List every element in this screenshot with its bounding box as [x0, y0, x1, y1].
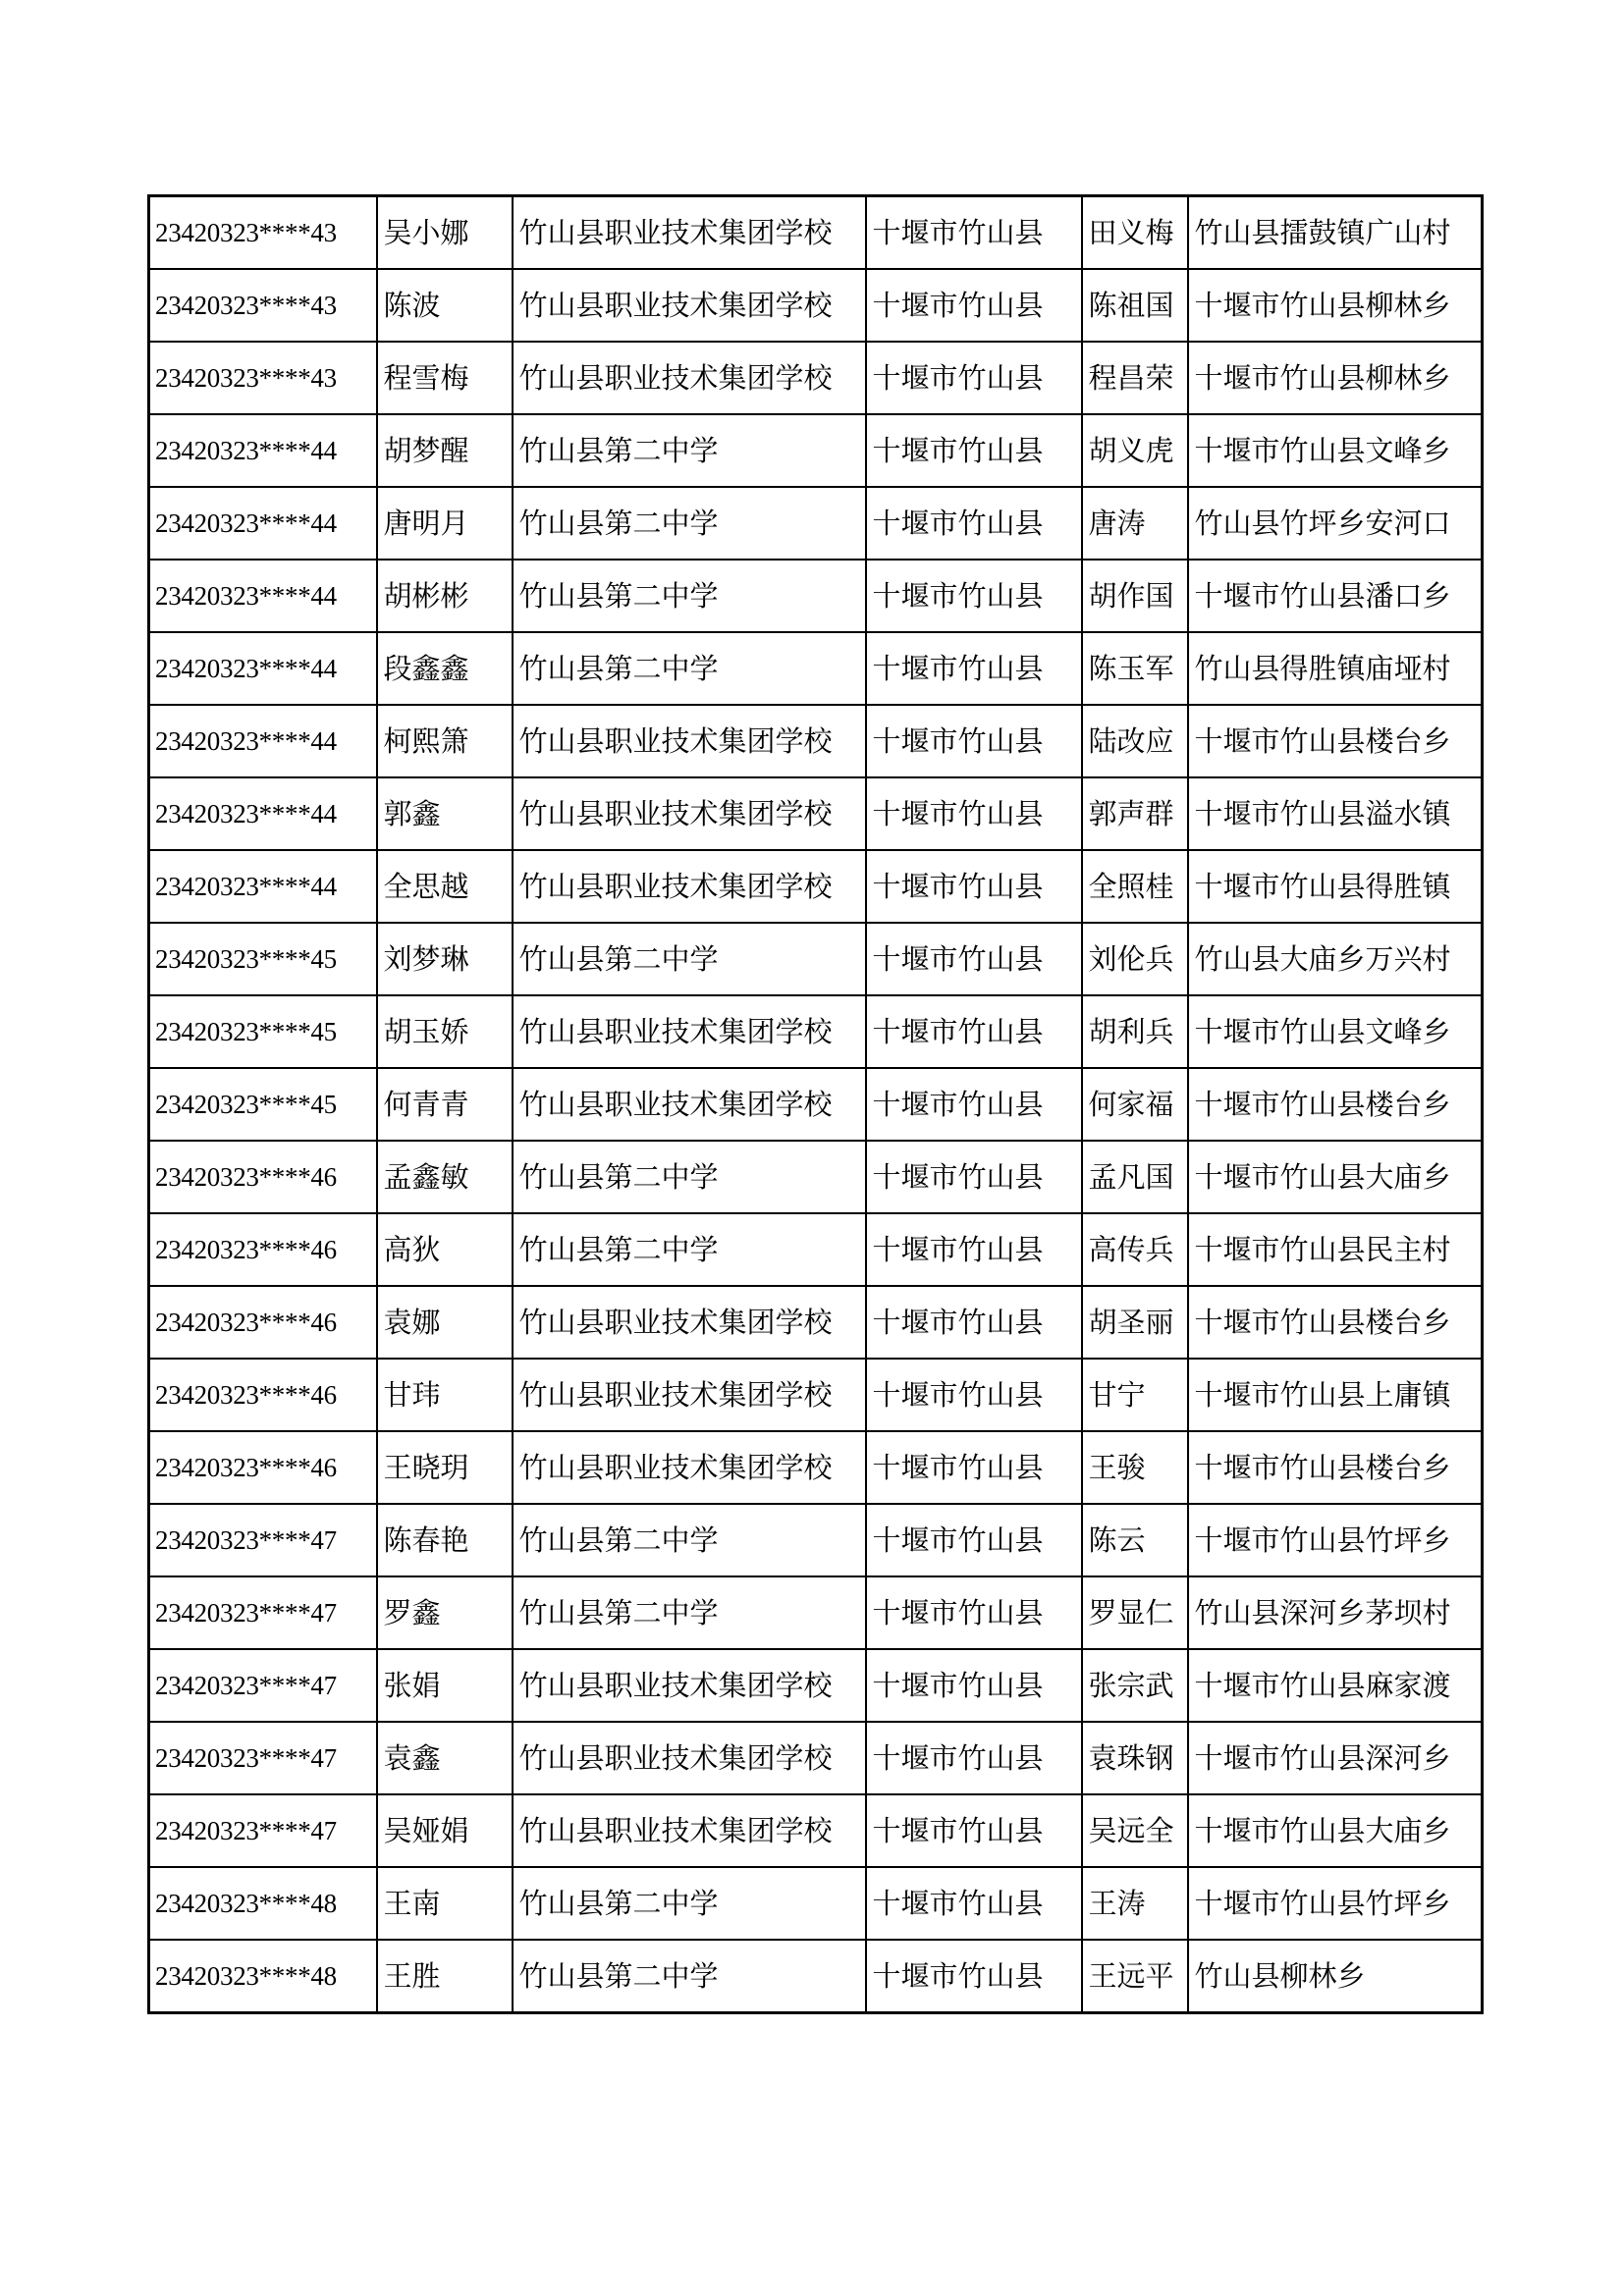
table-row [149, 1359, 1483, 1431]
school-cell: 竹山县第二中学 [513, 1141, 866, 1213]
region-cell: 十堰市竹山县 [866, 560, 1082, 632]
address-cell: 十堰市竹山县文峰乡 [1188, 414, 1483, 487]
student-name-cell: 胡玉娇 [377, 995, 513, 1068]
address-cell: 十堰市竹山县大庙乡 [1188, 1794, 1483, 1867]
student-id-cell: 23420323****43 [149, 196, 377, 270]
guardian-name-cell: 刘伦兵 [1082, 923, 1188, 995]
guardian-name-cell: 王涛 [1082, 1867, 1188, 1940]
guardian-name-cell: 高传兵 [1082, 1213, 1188, 1286]
table-row [149, 850, 1483, 923]
table-row [149, 1940, 1483, 2013]
student-id-cell: 23420323****44 [149, 777, 377, 850]
student-id-cell: 23420323****43 [149, 269, 377, 342]
table-row [149, 269, 1483, 342]
address-cell: 竹山县擂鼓镇广山村 [1188, 196, 1483, 270]
region-cell: 十堰市竹山县 [866, 1794, 1082, 1867]
address-cell: 十堰市竹山县文峰乡 [1188, 995, 1483, 1068]
school-cell: 竹山县职业技术集团学校 [513, 1359, 866, 1431]
school-cell: 竹山县第二中学 [513, 414, 866, 487]
address-cell: 十堰市竹山县楼台乡 [1188, 1431, 1483, 1504]
student-id-cell: 23420323****44 [149, 560, 377, 632]
table-row [149, 1867, 1483, 1940]
guardian-name-cell: 张宗武 [1082, 1649, 1188, 1722]
guardian-name-cell: 何家福 [1082, 1068, 1188, 1141]
student-id-cell: 23420323****46 [149, 1286, 377, 1359]
address-cell: 十堰市竹山县楼台乡 [1188, 1286, 1483, 1359]
student-id-cell: 23420323****47 [149, 1722, 377, 1794]
student-id-cell: 23420323****46 [149, 1213, 377, 1286]
student-name-cell: 孟鑫敏 [377, 1141, 513, 1213]
guardian-name-cell: 袁珠钢 [1082, 1722, 1188, 1794]
guardian-name-cell: 全照桂 [1082, 850, 1188, 923]
school-cell: 竹山县职业技术集团学校 [513, 1286, 866, 1359]
student-id-cell: 23420323****44 [149, 705, 377, 777]
student-name-cell: 何青青 [377, 1068, 513, 1141]
student-name-cell: 吴娅娟 [377, 1794, 513, 1867]
region-cell: 十堰市竹山县 [866, 632, 1082, 705]
guardian-name-cell: 王远平 [1082, 1940, 1188, 2013]
school-cell: 竹山县职业技术集团学校 [513, 1068, 866, 1141]
guardian-name-cell: 罗显仁 [1082, 1576, 1188, 1649]
address-cell: 竹山县得胜镇庙垭村 [1188, 632, 1483, 705]
student-name-cell: 郭鑫 [377, 777, 513, 850]
region-cell: 十堰市竹山县 [866, 1359, 1082, 1431]
student-name-cell: 吴小娜 [377, 196, 513, 270]
region-cell: 十堰市竹山县 [866, 1431, 1082, 1504]
student-id-cell: 23420323****44 [149, 850, 377, 923]
guardian-name-cell: 田义梅 [1082, 196, 1188, 270]
student-name-cell: 高狄 [377, 1213, 513, 1286]
student-name-cell: 段鑫鑫 [377, 632, 513, 705]
student-name-cell: 刘梦琳 [377, 923, 513, 995]
student-name-cell: 陈波 [377, 269, 513, 342]
guardian-name-cell: 陈云 [1082, 1504, 1188, 1576]
school-cell: 竹山县第二中学 [513, 1504, 866, 1576]
region-cell: 十堰市竹山县 [866, 923, 1082, 995]
guardian-name-cell: 胡圣丽 [1082, 1286, 1188, 1359]
school-cell: 竹山县职业技术集团学校 [513, 1649, 866, 1722]
address-cell: 十堰市竹山县深河乡 [1188, 1722, 1483, 1794]
address-cell: 十堰市竹山县得胜镇 [1188, 850, 1483, 923]
school-cell: 竹山县职业技术集团学校 [513, 995, 866, 1068]
student-name-cell: 罗鑫 [377, 1576, 513, 1649]
roster-body [149, 196, 1483, 2013]
region-cell: 十堰市竹山县 [866, 995, 1082, 1068]
region-cell: 十堰市竹山县 [866, 1940, 1082, 2013]
guardian-name-cell: 胡作国 [1082, 560, 1188, 632]
student-name-cell: 袁鑫 [377, 1722, 513, 1794]
region-cell: 十堰市竹山县 [866, 196, 1082, 270]
table-row [149, 1576, 1483, 1649]
region-cell: 十堰市竹山县 [866, 1286, 1082, 1359]
guardian-name-cell: 王骏 [1082, 1431, 1188, 1504]
address-cell: 十堰市竹山县上庸镇 [1188, 1359, 1483, 1431]
school-cell: 竹山县第二中学 [513, 560, 866, 632]
table-row [149, 196, 1483, 270]
table-row [149, 1794, 1483, 1867]
address-cell: 十堰市竹山县竹坪乡 [1188, 1504, 1483, 1576]
student-name-cell: 胡彬彬 [377, 560, 513, 632]
region-cell: 十堰市竹山县 [866, 850, 1082, 923]
table-row [149, 1504, 1483, 1576]
school-cell: 竹山县职业技术集团学校 [513, 1722, 866, 1794]
table-row [149, 1213, 1483, 1286]
address-cell: 竹山县竹坪乡安河口 [1188, 487, 1483, 560]
table-row [149, 487, 1483, 560]
table-row [149, 1286, 1483, 1359]
address-cell: 十堰市竹山县柳林乡 [1188, 269, 1483, 342]
region-cell: 十堰市竹山县 [866, 1141, 1082, 1213]
region-cell: 十堰市竹山县 [866, 1649, 1082, 1722]
guardian-name-cell: 郭声群 [1082, 777, 1188, 850]
school-cell: 竹山县职业技术集团学校 [513, 269, 866, 342]
guardian-name-cell: 程昌荣 [1082, 342, 1188, 414]
guardian-name-cell: 胡利兵 [1082, 995, 1188, 1068]
guardian-name-cell: 陆改应 [1082, 705, 1188, 777]
student-id-cell: 23420323****47 [149, 1794, 377, 1867]
table-row [149, 705, 1483, 777]
table-row [149, 632, 1483, 705]
school-cell: 竹山县职业技术集团学校 [513, 196, 866, 270]
table-row [149, 1431, 1483, 1504]
guardian-name-cell: 唐涛 [1082, 487, 1188, 560]
school-cell: 竹山县第二中学 [513, 1867, 866, 1940]
school-cell: 竹山县职业技术集团学校 [513, 1794, 866, 1867]
student-id-cell: 23420323****45 [149, 995, 377, 1068]
student-name-cell: 甘玮 [377, 1359, 513, 1431]
school-cell: 竹山县第二中学 [513, 1940, 866, 2013]
guardian-name-cell: 陈祖国 [1082, 269, 1188, 342]
address-cell: 十堰市竹山县楼台乡 [1188, 705, 1483, 777]
region-cell: 十堰市竹山县 [866, 342, 1082, 414]
student-name-cell: 柯熙箫 [377, 705, 513, 777]
student-id-cell: 23420323****47 [149, 1504, 377, 1576]
table-row [149, 560, 1483, 632]
table-row [149, 414, 1483, 487]
address-cell: 竹山县柳林乡 [1188, 1940, 1483, 2013]
region-cell: 十堰市竹山县 [866, 1576, 1082, 1649]
address-cell: 十堰市竹山县楼台乡 [1188, 1068, 1483, 1141]
student-id-cell: 23420323****44 [149, 632, 377, 705]
student-id-cell: 23420323****43 [149, 342, 377, 414]
region-cell: 十堰市竹山县 [866, 1722, 1082, 1794]
region-cell: 十堰市竹山县 [866, 1867, 1082, 1940]
guardian-name-cell: 吴远全 [1082, 1794, 1188, 1867]
student-id-cell: 23420323****48 [149, 1867, 377, 1940]
address-cell: 十堰市竹山县溢水镇 [1188, 777, 1483, 850]
table-row [149, 1141, 1483, 1213]
address-cell: 十堰市竹山县民主村 [1188, 1213, 1483, 1286]
student-id-cell: 23420323****45 [149, 923, 377, 995]
region-cell: 十堰市竹山县 [866, 777, 1082, 850]
table-row [149, 1722, 1483, 1794]
school-cell: 竹山县职业技术集团学校 [513, 1431, 866, 1504]
address-cell: 竹山县深河乡茅坝村 [1188, 1576, 1483, 1649]
school-cell: 竹山县职业技术集团学校 [513, 850, 866, 923]
student-id-cell: 23420323****47 [149, 1649, 377, 1722]
student-name-cell: 全思越 [377, 850, 513, 923]
student-roster-table [147, 194, 1484, 2014]
table-row [149, 342, 1483, 414]
student-id-cell: 23420323****44 [149, 414, 377, 487]
address-cell: 竹山县大庙乡万兴村 [1188, 923, 1483, 995]
school-cell: 竹山县第二中学 [513, 1213, 866, 1286]
student-id-cell: 23420323****46 [149, 1359, 377, 1431]
student-name-cell: 胡梦醒 [377, 414, 513, 487]
region-cell: 十堰市竹山县 [866, 1068, 1082, 1141]
region-cell: 十堰市竹山县 [866, 487, 1082, 560]
address-cell: 十堰市竹山县柳林乡 [1188, 342, 1483, 414]
student-id-cell: 23420323****47 [149, 1576, 377, 1649]
table-row [149, 995, 1483, 1068]
student-id-cell: 23420323****46 [149, 1141, 377, 1213]
guardian-name-cell: 陈玉军 [1082, 632, 1188, 705]
school-cell: 竹山县第二中学 [513, 1576, 866, 1649]
student-id-cell: 23420323****44 [149, 487, 377, 560]
table-row [149, 1649, 1483, 1722]
region-cell: 十堰市竹山县 [866, 705, 1082, 777]
address-cell: 十堰市竹山县潘口乡 [1188, 560, 1483, 632]
address-cell: 十堰市竹山县麻家渡 [1188, 1649, 1483, 1722]
region-cell: 十堰市竹山县 [866, 1213, 1082, 1286]
guardian-name-cell: 甘宁 [1082, 1359, 1188, 1431]
student-name-cell: 王胜 [377, 1940, 513, 2013]
region-cell: 十堰市竹山县 [866, 269, 1082, 342]
guardian-name-cell: 孟凡国 [1082, 1141, 1188, 1213]
student-name-cell: 陈春艳 [377, 1504, 513, 1576]
student-name-cell: 王南 [377, 1867, 513, 1940]
student-name-cell: 程雪梅 [377, 342, 513, 414]
address-cell: 十堰市竹山县大庙乡 [1188, 1141, 1483, 1213]
student-id-cell: 23420323****45 [149, 1068, 377, 1141]
table-row [149, 1068, 1483, 1141]
school-cell: 竹山县第二中学 [513, 632, 866, 705]
student-name-cell: 王晓玥 [377, 1431, 513, 1504]
student-id-cell: 23420323****46 [149, 1431, 377, 1504]
guardian-name-cell: 胡义虎 [1082, 414, 1188, 487]
school-cell: 竹山县职业技术集团学校 [513, 705, 866, 777]
table-row [149, 923, 1483, 995]
student-id-cell: 23420323****48 [149, 1940, 377, 2013]
school-cell: 竹山县职业技术集团学校 [513, 342, 866, 414]
student-name-cell: 张娟 [377, 1649, 513, 1722]
school-cell: 竹山县第二中学 [513, 923, 866, 995]
table-row [149, 777, 1483, 850]
student-name-cell: 唐明月 [377, 487, 513, 560]
address-cell: 十堰市竹山县竹坪乡 [1188, 1867, 1483, 1940]
school-cell: 竹山县职业技术集团学校 [513, 777, 866, 850]
school-cell: 竹山县第二中学 [513, 487, 866, 560]
region-cell: 十堰市竹山县 [866, 414, 1082, 487]
student-name-cell: 袁娜 [377, 1286, 513, 1359]
region-cell: 十堰市竹山县 [866, 1504, 1082, 1576]
